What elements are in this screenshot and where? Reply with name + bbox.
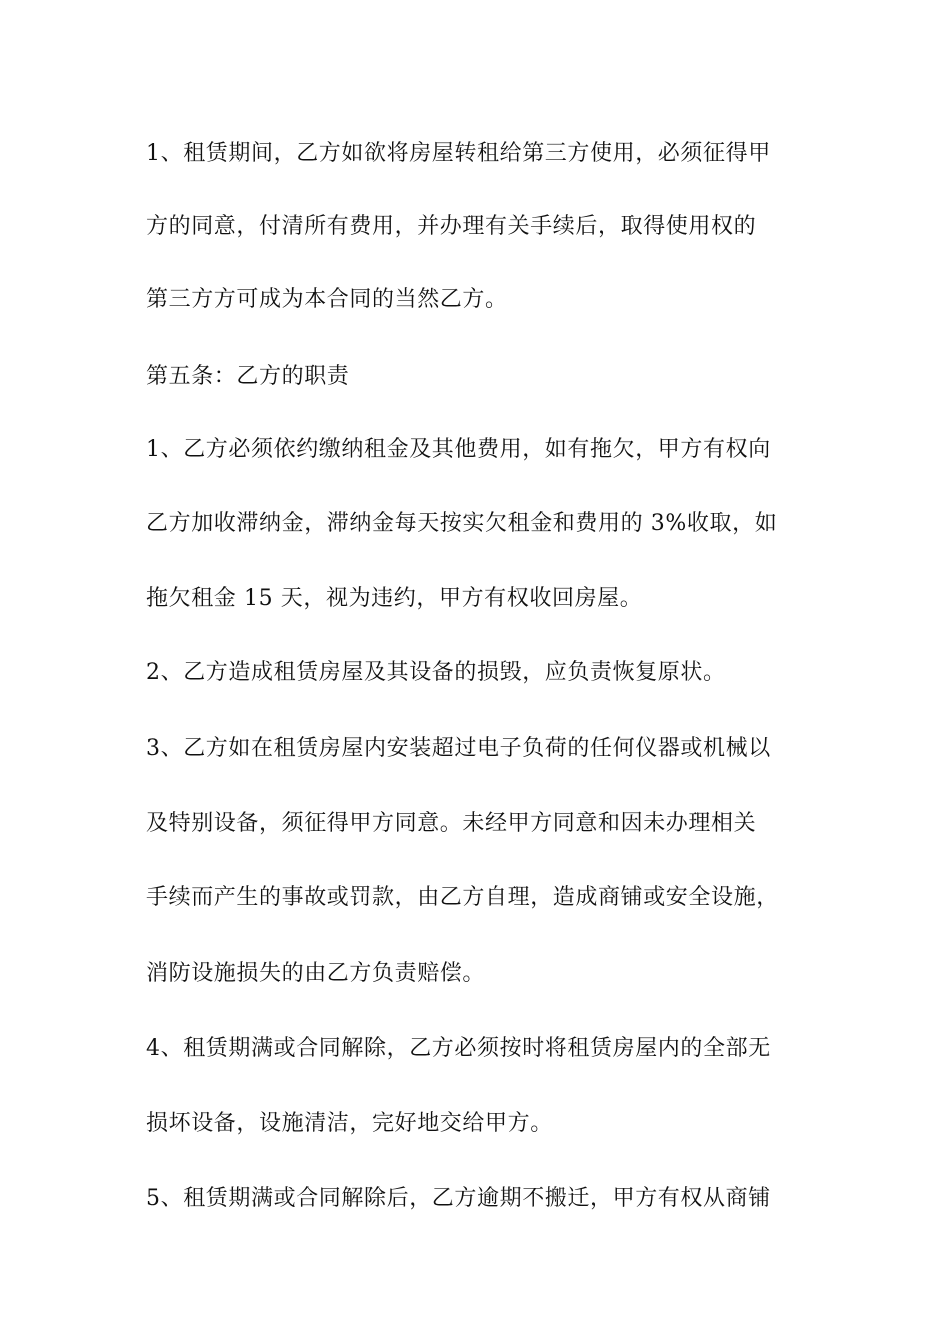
text-line: 及特别设备，须征得甲方同意。未经甲方同意和因未办理相关 [146,811,757,836]
text-line: 方的同意，付清所有费用，并办理有关手续后，取得使用权的 [146,214,757,239]
text-line: 5、租赁期满或合同解除后，乙方逾期不搬迁，甲方有权从商铺 [146,1186,771,1211]
text-line: 第三方方可成为本合同的当然乙方。 [146,287,508,312]
text-line: 消防设施损失的由乙方负责赔偿。 [146,961,486,986]
text-line: 2、乙方造成租赁房屋及其设备的损毁，应负责恢复原状。 [146,660,726,685]
section-heading: 第五条：乙方的职责 [146,364,350,389]
text-line: 4、租赁期满或合同解除，乙方必须按时将租赁房屋内的全部无 [146,1036,771,1061]
text-line: 1、租赁期间，乙方如欲将房屋转租给第三方使用，必须征得甲 [146,141,771,166]
text-line: 乙方加收滞纳金，滞纳金每天按实欠租金和费用的 3%收取，如 [146,511,778,536]
text-line: 损坏设备，设施清洁，完好地交给甲方。 [146,1111,553,1136]
text-line: 拖欠租金 15 天，视为违约，甲方有权收回房屋。 [146,586,643,611]
text-line: 3、乙方如在租赁房屋内安装超过电子负荷的任何仪器或机械以 [146,736,771,761]
text-line: 手续而产生的事故或罚款，由乙方自理，造成商铺或安全设施， [146,885,779,910]
text-line: 1、乙方必须依约缴纳租金及其他费用，如有拖欠，甲方有权向 [146,437,771,462]
